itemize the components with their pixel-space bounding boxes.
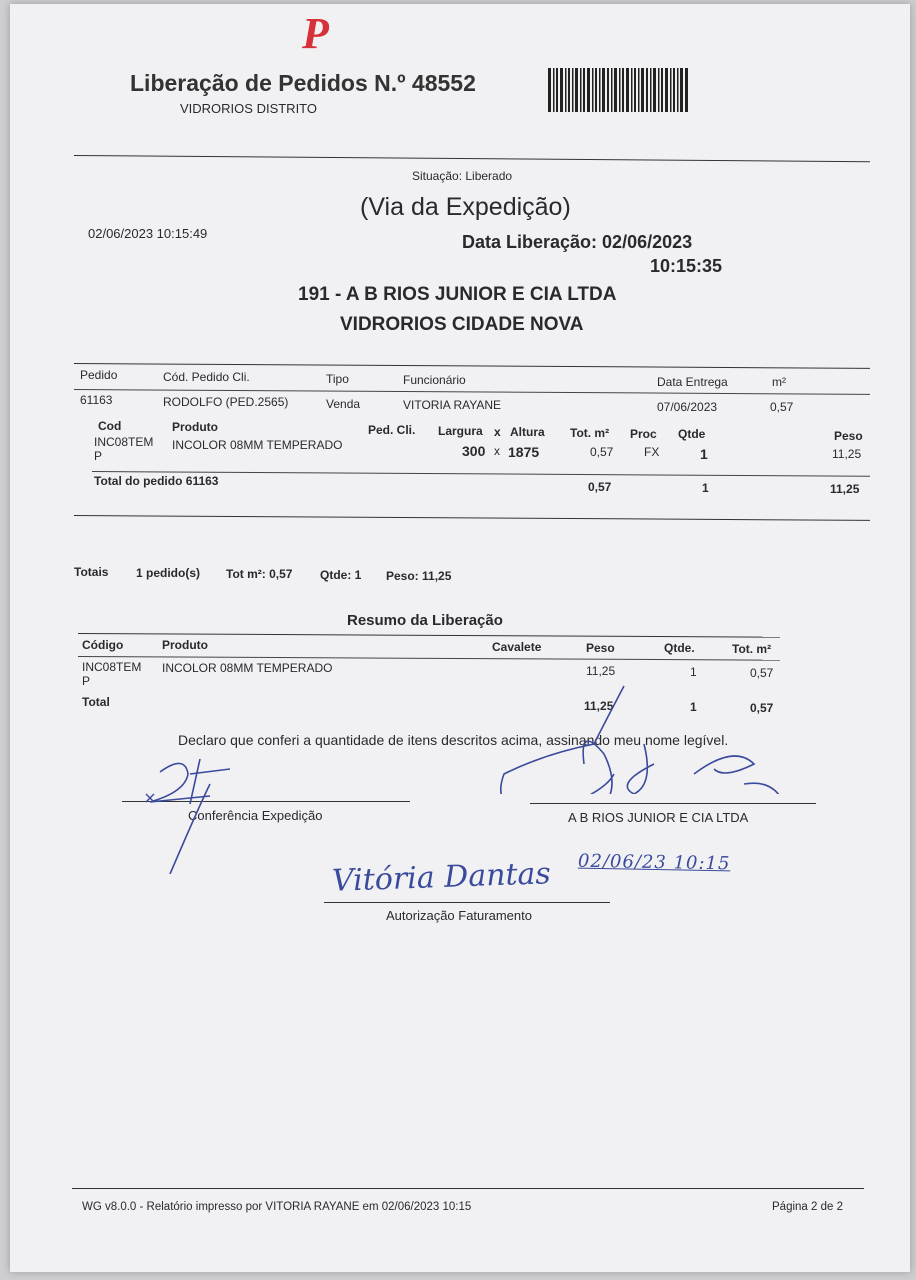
resumo-qtde: 1: [690, 665, 697, 679]
item-col-tot-m2: Tot. m²: [570, 426, 610, 440]
handwritten-date: 02/06/23 10:15: [577, 850, 731, 875]
signature-line-autorizacao: [324, 902, 610, 903]
resumo-col-cavalete: Cavalete: [492, 640, 542, 654]
situacao-label: Situação: Liberado: [412, 169, 513, 183]
signature-cliente-drawing: [484, 684, 794, 794]
order-tipo: Venda: [326, 397, 361, 411]
resumo-header-divider: [78, 656, 780, 661]
resumo-title: Resumo da Liberação: [347, 612, 503, 629]
label-autorizacao: Autorização Faturamento: [386, 908, 532, 923]
data-liberacao: Data Liberação: 02/06/2023: [462, 232, 693, 252]
footer-divider: [72, 1188, 864, 1189]
hora-liberacao: 10:15:35: [650, 256, 723, 276]
item-largura: 300: [462, 443, 486, 459]
item-col-ped-cli: Ped. Cli.: [368, 423, 416, 437]
resumo-col-codigo: Código: [82, 638, 124, 652]
declaration-text: Declaro que conferi a quantidade de itens descritos acima, assinando meu nome legível.: [178, 732, 729, 748]
item-col-altura: Altura: [510, 425, 545, 439]
resumo-col-tot-m2: Tot. m²: [732, 642, 772, 656]
order-total-qtde: 1: [702, 481, 709, 495]
order-top-divider: [74, 363, 870, 369]
item-x: x: [494, 444, 500, 458]
document-page: [10, 4, 910, 1272]
resumo-total-peso: 11,25: [584, 699, 614, 713]
item-altura: 1875: [508, 444, 540, 460]
item-qtde: 1: [700, 446, 708, 462]
col-cod-pedido: Cód. Pedido Cli.: [163, 370, 250, 384]
order-cod-pedido: RODOLFO (PED.2565): [163, 395, 289, 409]
resumo-codigo-1: INC08TEM: [82, 660, 142, 674]
item-col-cod: Cod: [98, 419, 122, 433]
page-number: Página 2 de 2: [772, 1201, 843, 1213]
order-data-entrega: 07/06/2023: [657, 400, 718, 414]
company-logo: P: [302, 9, 329, 58]
item-col-produto: Produto: [172, 420, 218, 434]
col-tipo: Tipo: [326, 372, 349, 386]
totals-peso: Peso: 11,25: [386, 569, 452, 583]
order-bottom-divider: [74, 515, 870, 521]
label-conferencia: Conferência Expedição: [188, 808, 323, 823]
barcode: [548, 68, 690, 112]
totals-label: Totais: [74, 565, 109, 579]
company-name: VIDRORIOS DISTRITO: [180, 101, 317, 116]
item-col-peso: Peso: [834, 429, 863, 443]
page-title: Liberação de Pedidos N.º 48552: [130, 70, 476, 96]
label-cliente: A B RIOS JUNIOR E CIA LTDA: [568, 810, 749, 825]
print-timestamp: 02/06/2023 10:15:49: [88, 226, 208, 241]
resumo-total-qtde: 1: [690, 700, 697, 714]
header-divider: [74, 155, 870, 162]
order-funcionario: VITORIA RAYANE: [403, 398, 502, 412]
resumo-top-divider: [78, 633, 780, 638]
resumo-tot-m2: 0,57: [750, 666, 774, 680]
resumo-total-m2: 0,57: [750, 701, 774, 715]
resumo-col-produto: Produto: [162, 638, 208, 652]
col-data-entrega: Data Entrega: [657, 375, 728, 389]
item-col-largura: Largura: [438, 424, 483, 438]
item-tot-m2: 0,57: [590, 445, 614, 459]
client-store: VIDRORIOS CIDADE NOVA: [340, 314, 584, 335]
client-name: 191 - A B RIOS JUNIOR E CIA LTDA: [298, 284, 617, 305]
item-col-x: x: [494, 425, 501, 439]
footer-info: WG v8.0.0 - Relatório impresso por VITORIA RAYANE em 02/06/2023 10:15: [82, 1201, 472, 1213]
col-funcionario: Funcionário: [403, 373, 466, 387]
item-col-proc: Proc: [630, 427, 657, 441]
item-cod-1: INC08TEM: [94, 435, 154, 449]
order-m2: 0,57: [770, 400, 794, 414]
order-total-label: Total do pedido 61163: [94, 474, 219, 488]
signature-line-cliente: [530, 803, 816, 804]
item-proc: FX: [644, 445, 660, 459]
order-pedido: 61163: [80, 393, 113, 407]
order-total-m2: 0,57: [588, 480, 612, 494]
handwritten-name: Vitória Dantas: [331, 856, 552, 899]
resumo-total-label: Total: [82, 695, 110, 709]
col-m2: m²: [772, 375, 786, 389]
totals-pedidos: 1 pedido(s): [136, 566, 201, 580]
item-cod-2: P: [94, 449, 103, 463]
order-header-divider: [74, 389, 870, 395]
resumo-peso: 11,25: [586, 664, 616, 678]
resumo-produto: INCOLOR 08MM TEMPERADO: [162, 661, 333, 675]
item-produto: INCOLOR 08MM TEMPERADO: [172, 438, 343, 452]
resumo-col-qtde: Qtde.: [664, 641, 695, 655]
via-label: (Via da Expedição): [360, 193, 571, 221]
totals-qtde: Qtde: 1: [320, 568, 362, 582]
order-total-peso: 11,25: [830, 482, 860, 496]
col-pedido: Pedido: [80, 368, 118, 382]
item-peso: 11,25: [832, 447, 862, 461]
totals-m2: Tot m²: 0,57: [226, 567, 293, 581]
resumo-codigo-2: P: [82, 674, 91, 688]
item-col-qtde: Qtde: [678, 427, 706, 441]
resumo-col-peso: Peso: [586, 641, 615, 655]
signature-conferencia-drawing: [130, 744, 270, 874]
